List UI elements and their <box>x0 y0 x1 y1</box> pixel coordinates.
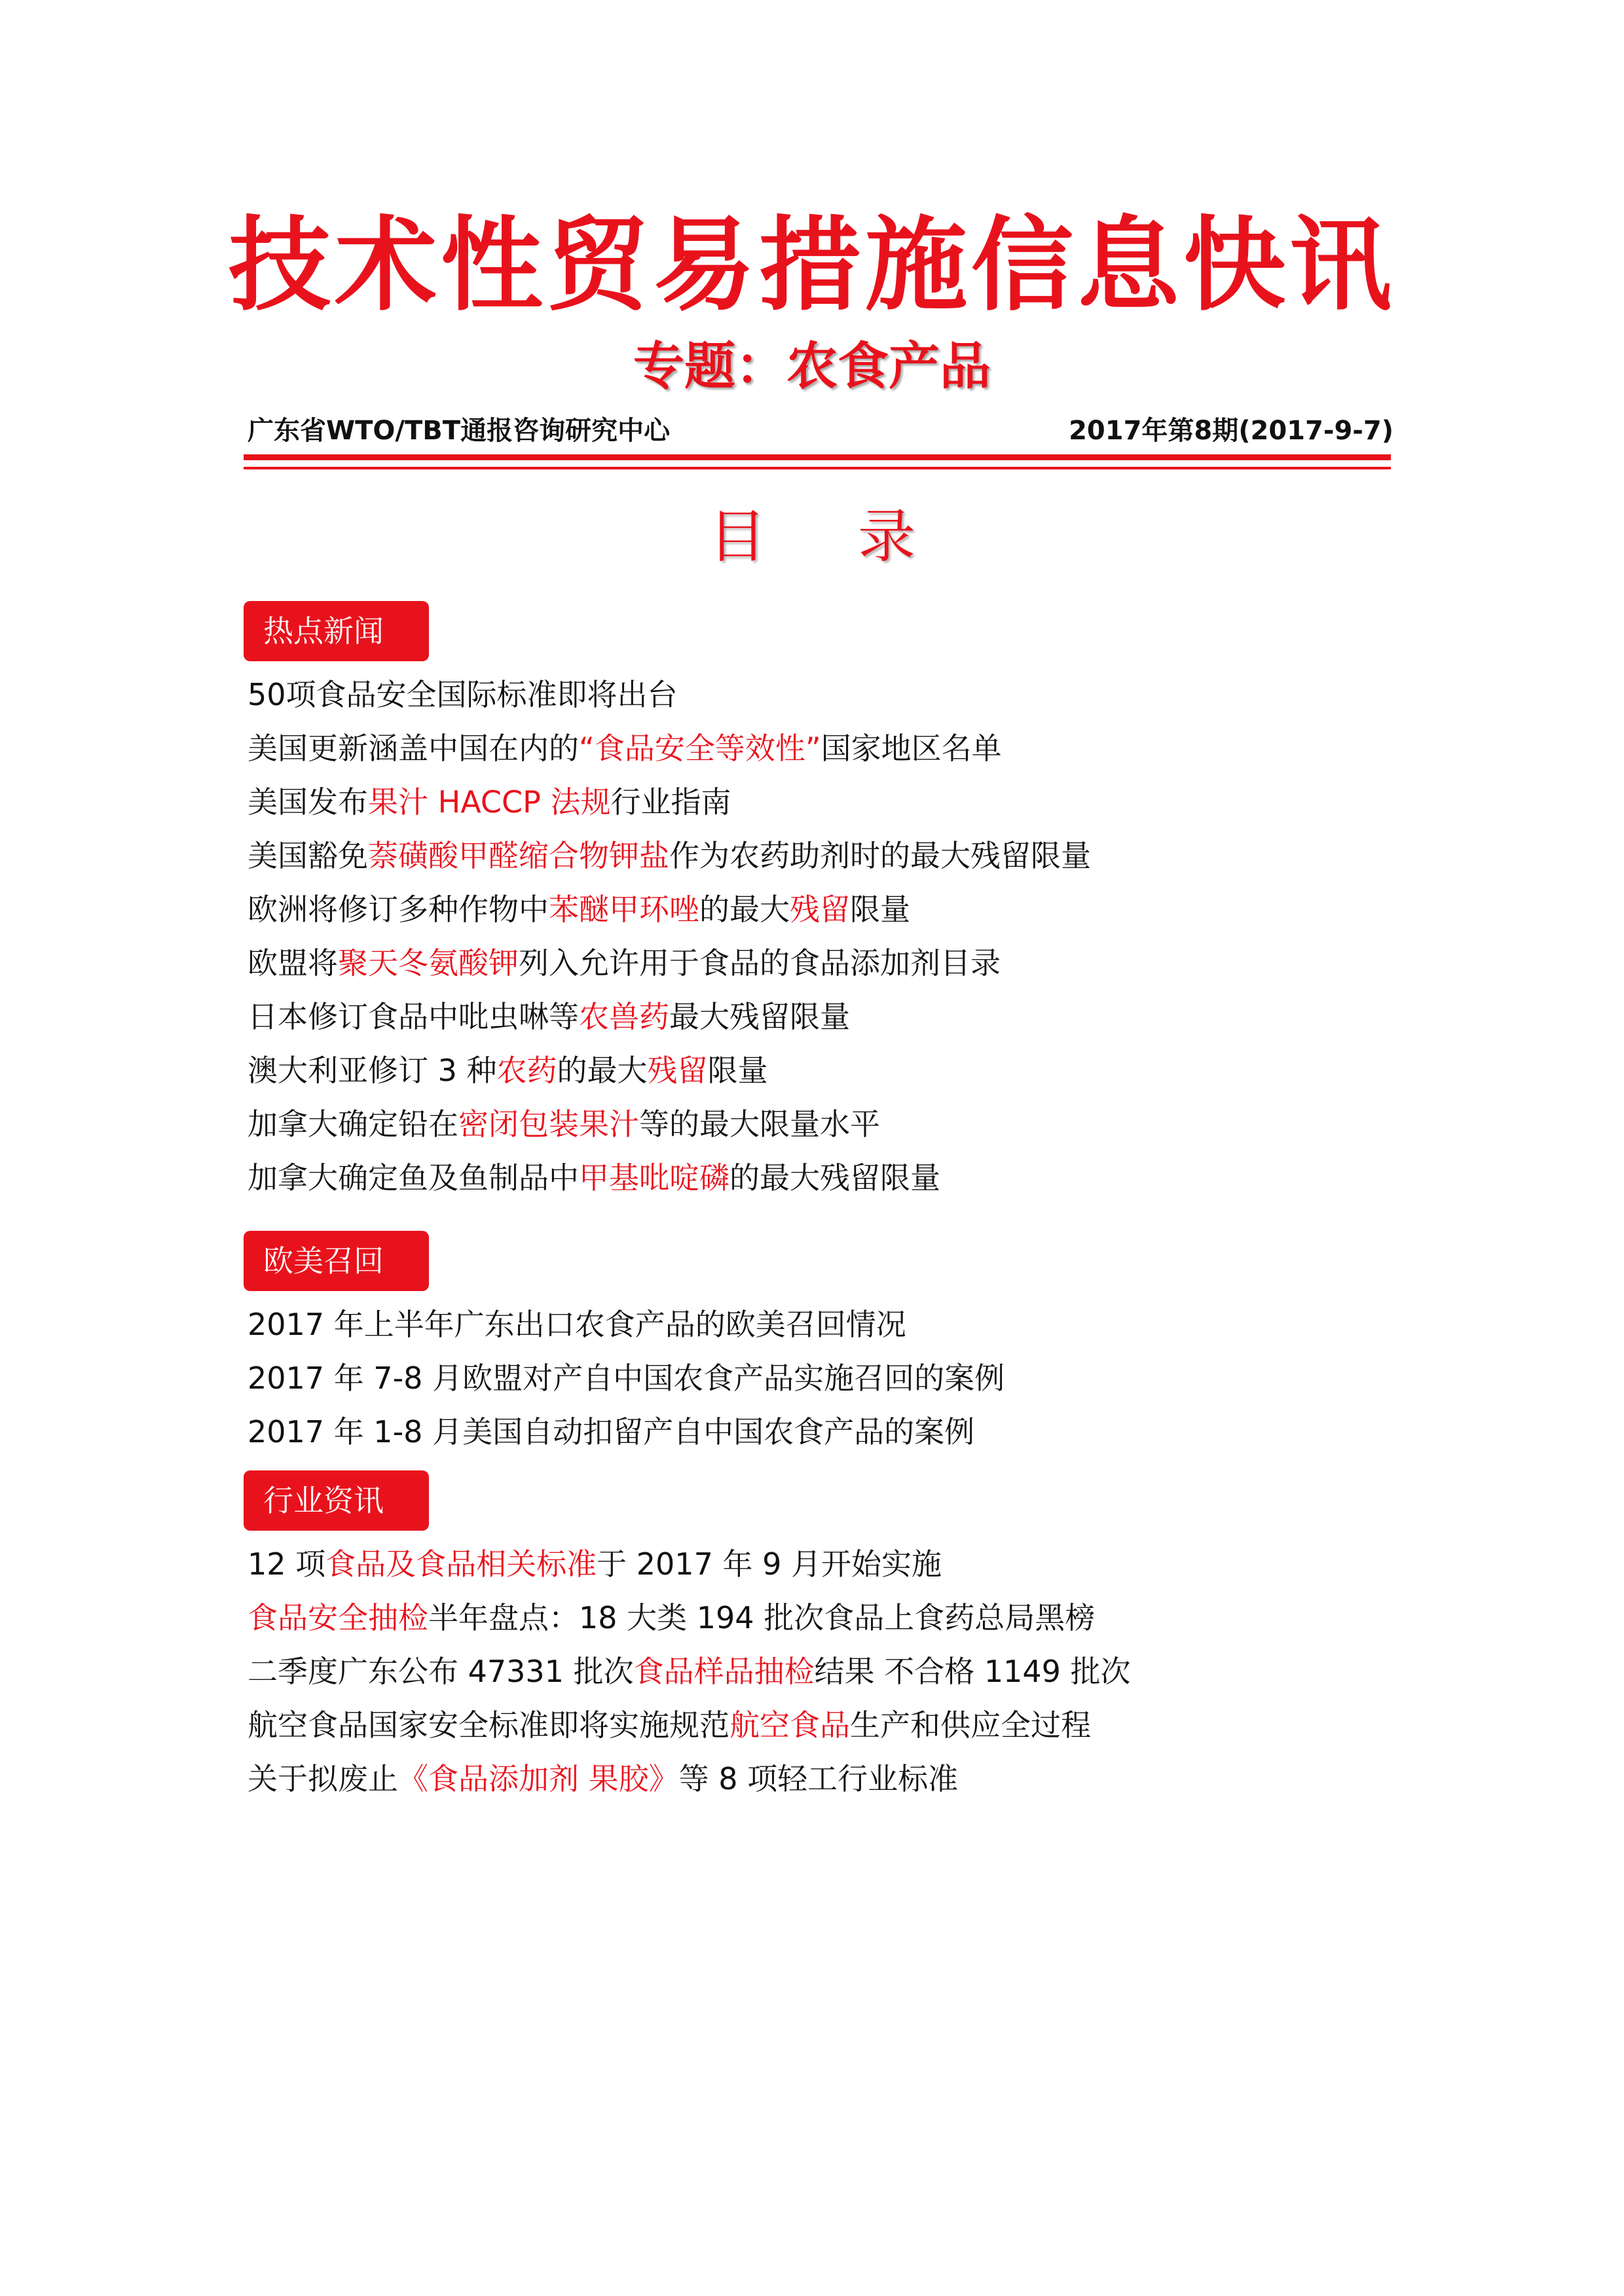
highlighted-keyword: 食品样品抽检 <box>633 1654 815 1689</box>
entry-text: 2017 年上半年广东出口农食产品的欧美召回情况 <box>248 1307 906 1342</box>
highlighted-keyword: 食品及食品相关标准 <box>325 1546 597 1582</box>
entry-text: 欧洲将修订多种作物中 <box>248 892 549 927</box>
entry-text: 的最大残留限量 <box>729 1160 940 1195</box>
section-badge-hot-news: 热点新闻 <box>244 601 429 661</box>
highlighted-keyword: 残留 <box>790 892 850 927</box>
highlighted-keyword: 航空食品 <box>729 1707 850 1743</box>
highlighted-keyword: 密闭包装果汁 <box>458 1106 639 1142</box>
toc-entry[interactable] <box>248 990 1091 1044</box>
entry-text: 半年盘点：18 大类 194 批次食品上食药总局黑榜 <box>428 1600 1096 1635</box>
highlighted-keyword: 农药 <box>496 1053 557 1088</box>
toc-entry[interactable] <box>248 1698 1131 1752</box>
toc-heading <box>0 498 1624 576</box>
toc-entry[interactable] <box>248 936 1091 990</box>
toc-entry[interactable] <box>248 1591 1131 1645</box>
highlighted-keyword: 萘磺酸甲醛缩合物钾盐 <box>368 838 669 873</box>
toc-entry[interactable] <box>248 1752 1131 1806</box>
toc-entry[interactable] <box>248 1405 1005 1459</box>
entry-text: 美国豁免 <box>248 838 368 873</box>
entry-text: 行业指南 <box>610 784 731 820</box>
entry-text: 澳大利亚修订 3 种 <box>248 1053 497 1088</box>
toc-entry[interactable] <box>248 668 1091 721</box>
toc-entry[interactable] <box>248 775 1091 829</box>
section-badge-industry-news: 行业资讯 <box>244 1470 429 1531</box>
industry-news-list <box>248 1537 1131 1806</box>
toc-heading-char-2: 录 <box>858 503 916 570</box>
section-badge-recalls: 欧美召回 <box>244 1231 429 1291</box>
entry-text: 列入允许用于食品的食品添加剂目录 <box>519 945 1001 981</box>
entry-text: 最大残留限量 <box>669 999 850 1034</box>
entry-text: 加拿大确定铅在 <box>248 1106 458 1142</box>
entry-text: 限量 <box>850 892 910 927</box>
toc-entry[interactable] <box>248 829 1091 883</box>
highlighted-keyword: 甲基吡啶磷 <box>579 1160 729 1195</box>
entry-text: 结果 不合格 1149 批次 <box>814 1654 1131 1689</box>
entry-text: 2017 年 7-8 月欧盟对产自中国农食产品实施召回的案例 <box>248 1360 1005 1396</box>
entry-text: 日本修订食品中吡虫啉等 <box>248 999 579 1034</box>
toc-entry[interactable] <box>248 883 1091 936</box>
entry-text: 12 项 <box>248 1546 326 1582</box>
entry-text: 等 8 项轻工行业标准 <box>678 1761 959 1796</box>
hot-news-list <box>248 668 1091 1205</box>
toc-entry[interactable] <box>248 1645 1131 1698</box>
highlighted-keyword: “食品安全等效性” <box>579 731 821 766</box>
entry-text: 作为农药助剂时的最大残留限量 <box>669 838 1091 873</box>
header-rule-thin <box>244 467 1391 469</box>
toc-entry[interactable] <box>248 721 1091 775</box>
entry-text: 加拿大确定鱼及鱼制品中 <box>248 1160 579 1195</box>
highlighted-keyword: 果汁 HACCP 法规 <box>368 784 611 820</box>
toc-entry[interactable] <box>248 1298 1005 1351</box>
issuer-name: 广东省WTO/TBT通报咨询研究中心 <box>248 416 671 446</box>
highlighted-keyword: 农兽药 <box>579 999 669 1034</box>
highlighted-keyword: 食品安全抽检 <box>248 1600 428 1635</box>
highlighted-keyword: 苯醚甲环唑 <box>549 892 699 927</box>
entry-text: 国家地区名单 <box>821 731 1002 766</box>
highlighted-keyword: 残留 <box>647 1053 708 1088</box>
toc-entry[interactable] <box>248 1151 1091 1205</box>
entry-text: 于 2017 年 9 月开始实施 <box>597 1546 942 1582</box>
entry-text: 二季度广东公布 47331 批次 <box>248 1654 634 1689</box>
entry-text: 50项食品安全国际标准即将出台 <box>248 677 678 712</box>
toc-entry[interactable] <box>248 1044 1091 1097</box>
entry-text: 的最大 <box>699 892 790 927</box>
entry-text: 美国发布 <box>248 784 368 820</box>
toc-entry[interactable] <box>248 1351 1005 1405</box>
toc-heading-char-1: 目 <box>708 503 766 570</box>
entry-text: 的最大 <box>557 1053 648 1088</box>
entry-text: 关于拟废止 <box>248 1761 398 1796</box>
entry-text: 美国更新涵盖中国在内的 <box>248 731 579 766</box>
entry-text: 航空食品国家安全标准即将实施规范 <box>248 1707 729 1743</box>
entry-text: 等的最大限量水平 <box>639 1106 880 1142</box>
entry-text: 限量 <box>707 1053 768 1088</box>
issue-number: 2017年第8期(2017-9-7) <box>1069 416 1393 446</box>
toc-entry[interactable] <box>248 1537 1131 1591</box>
toc-entry[interactable] <box>248 1097 1091 1151</box>
recalls-list <box>248 1298 1005 1459</box>
entry-text: 生产和供应全过程 <box>850 1707 1091 1743</box>
header-rule-thick <box>244 454 1391 460</box>
topic-subtitle: 专题：农食产品 <box>633 337 991 396</box>
highlighted-keyword: 《食品添加剂 果胶》 <box>398 1761 679 1796</box>
newsletter-title: 技术性贸易措施信息快讯 <box>229 206 1395 325</box>
entry-text: 2017 年 1-8 月美国自动扣留产自中国农食产品的案例 <box>248 1414 975 1449</box>
entry-text: 欧盟将 <box>248 945 338 981</box>
highlighted-keyword: 聚天冬氨酸钾 <box>338 945 519 981</box>
